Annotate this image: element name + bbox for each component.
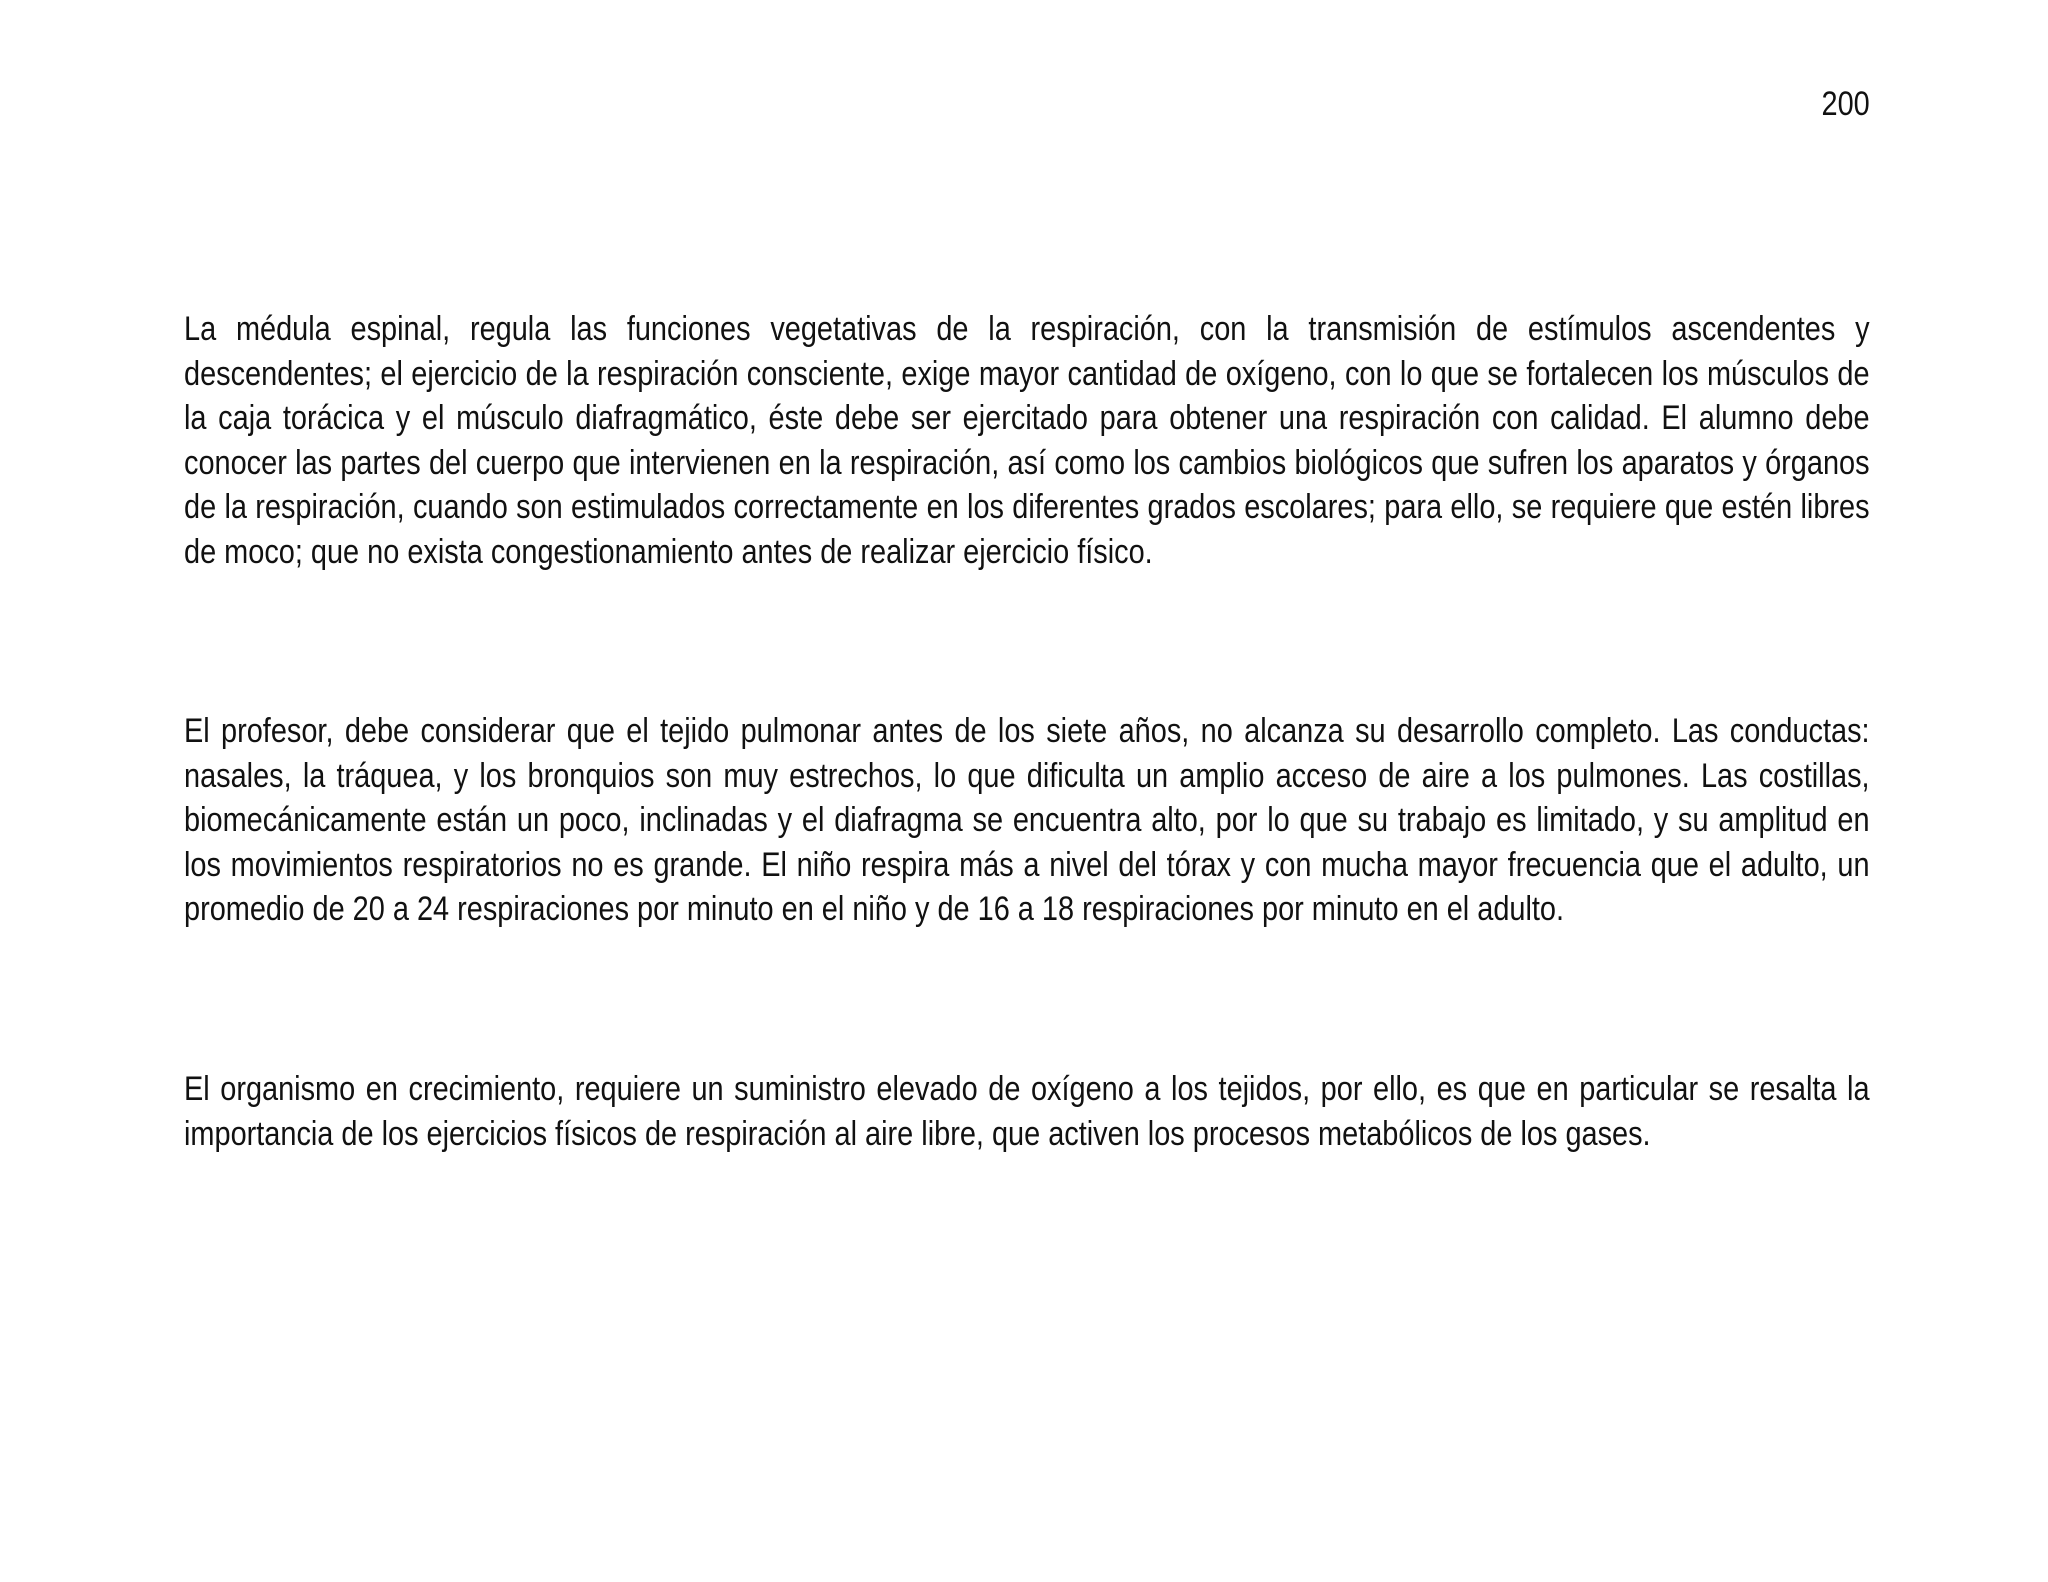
paragraph-2: El profesor, debe considerar que el tejido pulmonar antes de los siete años, no alcanza su desarrollo completo. Las conductas: nasales, la tráquea, y los bronquios son muy estrechos, lo que dificulta un amplio acceso de aire a los pulmones. Las costillas, biomecánicamente están un poco, inclinadas y el diafragma se encuentra alto, por lo que su trabajo es limitado, y su amplitud en los movimientos respiratorios no es grande. El niño respira más a nivel del tórax y con mucha mayor frecuencia que el adulto, un promedio de 20 a 24 respiraciones por minuto en el niño y de 16 a 18 respiraciones por minuto en el adulto.	[184, 712, 1870, 928]
paragraph-3: El organismo en crecimiento, requiere un suministro elevado de oxígeno a los tejidos, por ello, es que en particular se resalta la importancia de los ejercicios físicos de respiración al aire libre, que activen los procesos metabólicos de los gases.	[184, 1070, 1870, 1153]
body-text	[184, 307, 1870, 1156]
page-number: 200	[1821, 85, 1870, 123]
paragraph-1: La médula espinal, regula las funciones vegetativas de la respiración, con la transmisión de estímulos ascendentes y descendentes; el ejercicio de la respiración consciente, exige mayor cantidad de oxígeno, con lo que se fortalecen los músculos de la caja torácica y el músculo diafragmático, éste debe ser ejercitado para obtener una respiración con calidad. El alumno debe conocer las partes del cuerpo que intervienen en la respiración, así como los cambios biológicos que sufren los aparatos y órganos de la respiración, cuando son estimulados correctamente en los diferentes grados escolares; para ello, se requiere que estén libres de moco; que no exista congestionamiento antes de realizar ejercicio físico.	[184, 310, 1870, 571]
